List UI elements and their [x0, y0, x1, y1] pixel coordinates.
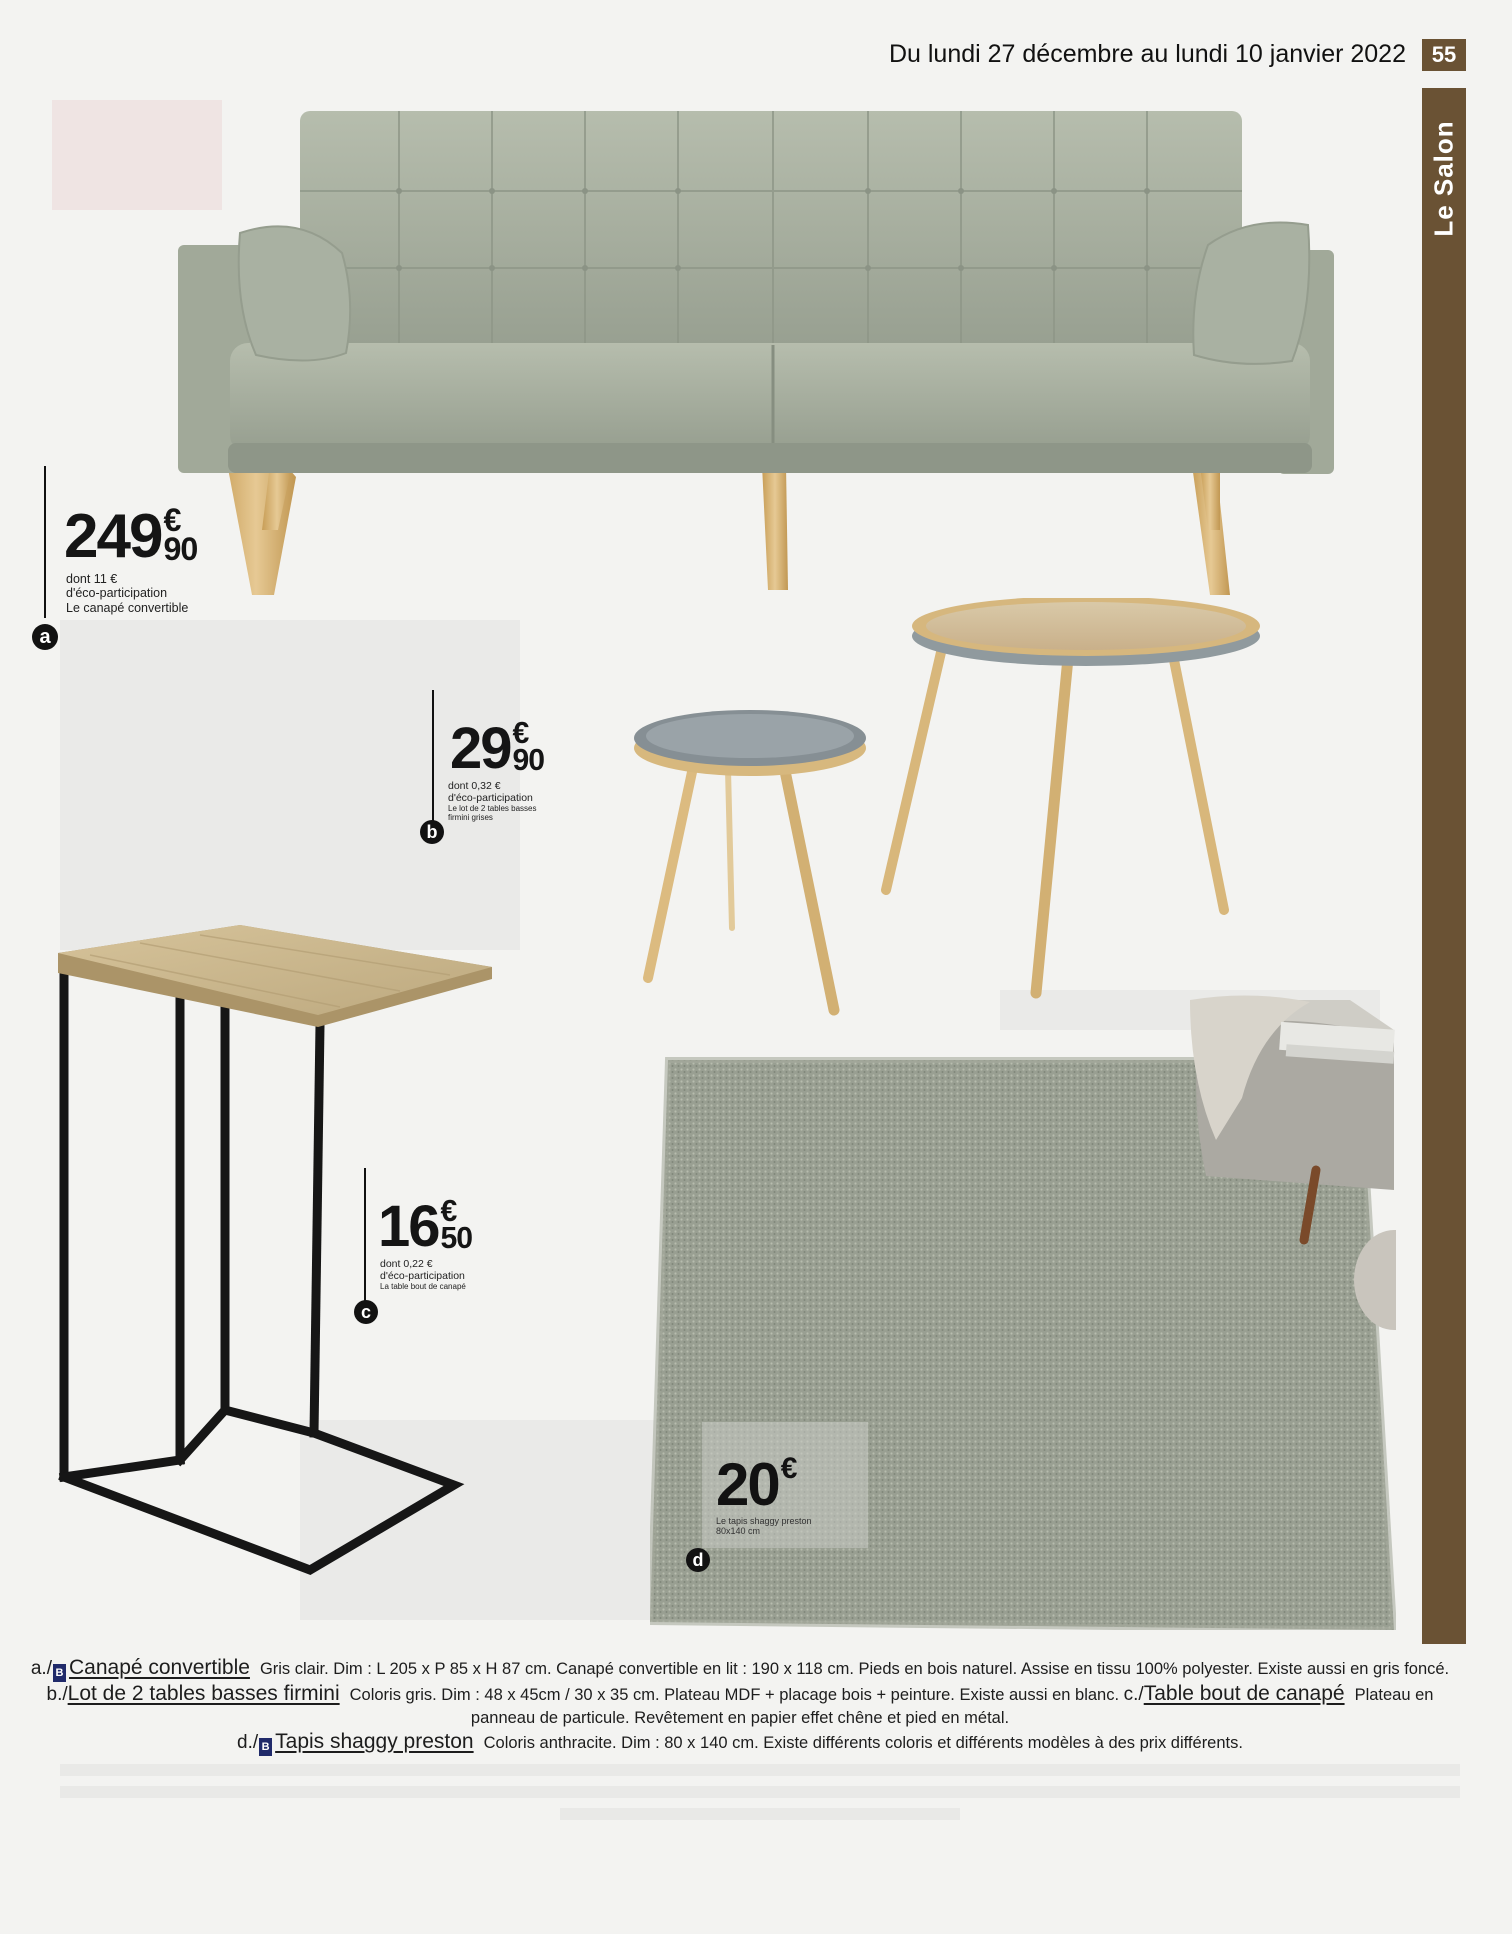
- price-currency: €: [780, 1452, 796, 1485]
- price-cents: 90: [512, 744, 545, 778]
- section-label: Le Salon: [1428, 119, 1459, 237]
- price-integer: 16: [378, 1194, 439, 1259]
- price-c: [378, 1194, 473, 1259]
- brand-logo-icon: B: [53, 1664, 66, 1682]
- description-d: d./ B Tapis shaggy preston Coloris anthracite. Dim : 80 x 140 cm. Existe différents coloris et différents modèles à des prix différents.: [237, 1734, 1243, 1752]
- price-divider: [44, 466, 46, 618]
- price-divider: [364, 1168, 366, 1310]
- promo-dates: Du lundi 27 décembre au lundi 10 janvier 2022: [888, 40, 1406, 68]
- price-block-b: [426, 690, 632, 850]
- price-divider: [432, 690, 434, 826]
- brand-logo-icon: B: [259, 1738, 272, 1756]
- sofa-image: [170, 105, 1370, 605]
- section-band: [1422, 88, 1466, 1644]
- price-integer: 29: [450, 716, 511, 781]
- page-number: 55: [1422, 39, 1466, 71]
- badge-c: c: [354, 1300, 378, 1324]
- price-cents: 90: [163, 531, 198, 567]
- price-note-a: dont 11 € d'éco-participation Le canapé convertible: [66, 572, 189, 615]
- price-block-c: [360, 1168, 564, 1328]
- badge-a: a: [32, 624, 58, 650]
- product-descriptions: [30, 1656, 1450, 1756]
- price-currency: €: [440, 1195, 457, 1228]
- price-currency: €: [163, 502, 181, 538]
- price-a: [64, 502, 198, 571]
- description-b: b./Lot de 2 tables basses firmini Coloris gris. Dim : 48 x 45cm / 30 x 35 cm. Plateau MDF + placage bois + peinture. Existe aussi en blanc.: [46, 1682, 1120, 1705]
- price-integer: 20: [716, 1451, 779, 1518]
- description-a: a./ B Canapé convertible Gris clair. Dim : L 205 x P 85 x H 87 cm. Canapé convertible en lit : 190 x 118 cm. Pieds en bois naturel. Assise en tissu 100% polyester. Existe aussi en gris foncé.: [31, 1660, 1449, 1678]
- price-integer: 249: [64, 502, 162, 571]
- description-c: c./Table bout de canapé Plateau en panneau de particule. Revêtement en papier effet chêne et pied en métal.: [470, 1682, 1434, 1727]
- coffee-tables-image: [620, 598, 1280, 1028]
- price-block-a: [39, 466, 284, 656]
- bleed-through-line: [60, 1764, 1460, 1776]
- price-note-d: Le tapis shaggy preston 80x140 cm: [716, 1516, 812, 1537]
- price-cents: 50: [440, 1222, 473, 1256]
- badge-b: b: [420, 820, 444, 844]
- badge-d: d: [686, 1548, 710, 1572]
- price-b: [450, 716, 545, 781]
- price-d: [716, 1450, 795, 1519]
- price-note-c: dont 0,22 € d'éco-participation La table bout de canapé: [380, 1258, 466, 1292]
- bleed-through-line: [560, 1808, 960, 1820]
- price-note-b: dont 0,32 € d'éco-participation Le lot de 2 tables basses firmini grises: [448, 780, 537, 823]
- bleed-through-line: [60, 1786, 1460, 1798]
- price-currency: €: [512, 717, 529, 750]
